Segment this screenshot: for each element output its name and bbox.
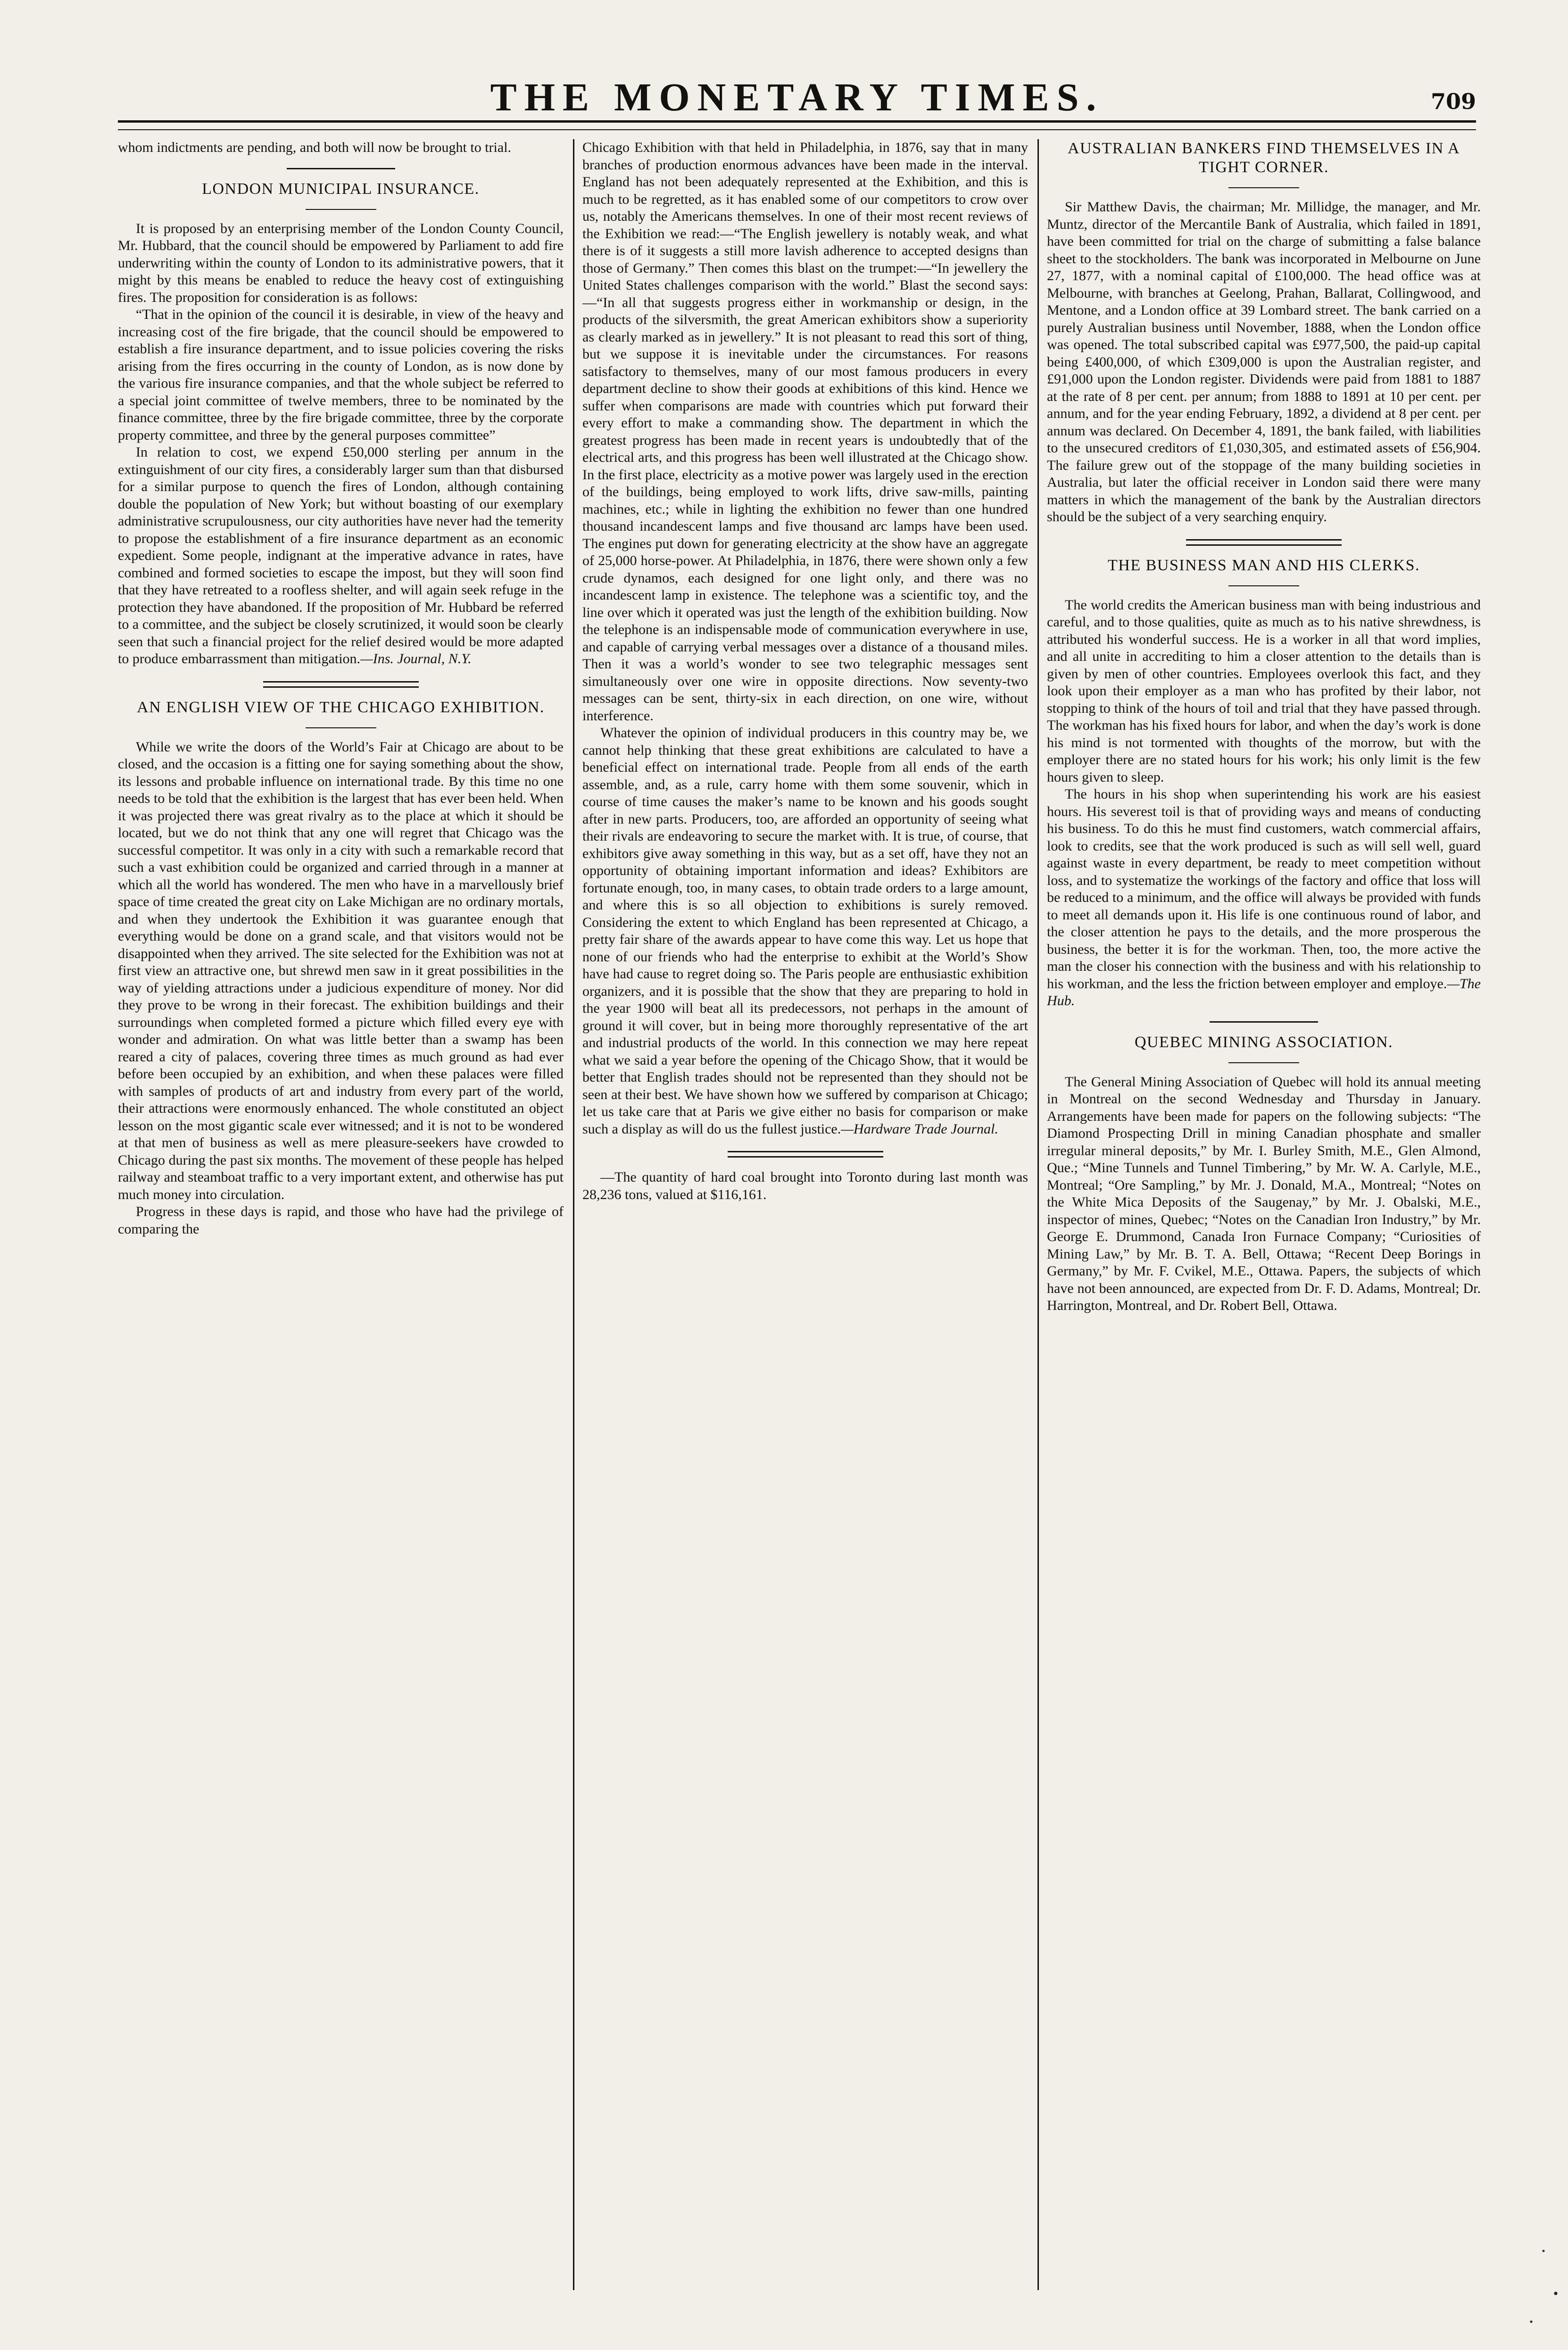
lead-in-text: whom indictments are pending, and both will now be brought to trial. bbox=[118, 140, 512, 155]
article-heading: THE BUSINESS MAN AND HIS CLERKS. bbox=[1108, 556, 1420, 574]
heading-underline bbox=[1228, 585, 1299, 586]
article-paragraph: Chicago Exhibition with that held in Philadelphia, in 1876, say that in many branches of production enormous advances have been made in the interval. England has not been adequately represented at the Exhibition, and this is much to be regretted, as it has enabled some of our competitors to crow over us, notably the Americans themselves. In one of their most recent reviews of the Exhibition we read:—“The English jewellery is notably weak, and what there is of it suggests a still more lavish adherence to accepted designs than those of Germany.” Then comes this blast on the trumpet:—“In jewellery the United States challenges comparison with the world.” Blast the second says:—“In all that suggests progress either in workmanship or design, in the products of the silversmith, the great American exhibitors show a superiority as clearly marked as in jewellery.” It is not pleasant to read this sort of thing, but we suppose it is inevitable under the circumstances. For reasons satisfactory to themselves, many of our most famous producers in every department decline to show their goods at exhibitions of this kind. Hence we suffer when comparisons are made with countries which put forward their every effort to make a commanding show. The department in which the greatest progress has been made in recent years is undoubtedly that of the electrical arts, and this progress has been well illustrated at the Chicago show. In the first place, electricity as a motive power was largely used in the erection of the buildings, being employed to work lifts, drive saw-mills, painting machines, etc.; while in lighting the exhibition no fewer than one hundred thousand incandescent lamps and five thousand arc lamps have been used. The engines put down for generating electricity at the show have an aggregate of 25,000 horse-power. At Philadelphia, in 1876, there were shown only a few crude dynamos, each designed for one light only, and there was no incandescent lamp in existence. The telephone was a scientific toy, and the line over which it operated was just the length of the exhibition building. Now the telephone is an indispensable mode of communication everywhere in use, and capable of carrying verbal messages over a distance of a thousand miles. Then it was a world’s wonder to see two telegraphic messages sent simultaneously over one wire in opposite directions. Now seventy-two messages can be sent, thirty-six in each direction, on one wire, without interference. bbox=[582, 140, 1028, 724]
article-paragraph: The General Mining Association of Quebec will hold its annual meeting in Montreal on the second Wednesday and Thursday in January. Arrangements have been made for papers on the following subjects: “The Diamond Prospecting Drill in mining Canadian phosphate and smaller irregular mineral deposits,” by Mr. I. Burley Smith, M.E., Glen Almond, Que.; “Mine Tunnels and Tunnel Timbering,” by Mr. W. A. Carlyle, M.E., Montreal; “Ore Sampling,” by Mr. J. Donald, M.A., Montreal; “Notes on the White Mica Deposits of the Saugenay,” by Mr. J. Obalski, M.E., inspector of mines, Quebec; “Notes on the Canadian Iron Industry,” by Mr. George E. Drummond, Canada Iron Furnace Company; “Curiosities of Mining Law,” by Mr. B. T. A. Bell, Ottawa; “Recent Deep Borings in Germany,” by Mr. F. Cvikel, M.E., Ottawa. Papers, the subjects of which have not been announced, are expected from Dr. F. D. Adams, Montreal; Dr. Harrington, Montreal, and Dr. Robert Bell, Ottawa. bbox=[1047, 1074, 1481, 1313]
article-paragraph: Progress in these days is rapid, and those who have had the privilege of comparing the bbox=[118, 1204, 564, 1237]
paragraph-text: In relation to cost, we expend £50,000 sterling per annum in the extinguishment of our city fires, a considerably larger sum than that disbursed for a similar purpose to quench the fires of London, although containing double the population of New York; but without boasting of our exemplary administrative scrupulousness, our city authorities have never had the temerity to propose the establishment of a fire insurance department as an economic expedient. Some people, indignant at the imperative advance in rates, have combined and formed societies to escape the impost, but they will soon find that they have retreated to a roofless shelter, and will again seek refuge in the protection they have abandoned. If the proposition of Mr. Hubbard be referred to a committee, and the subject be closely scrutinized, it would soon be clearly seen that such a financial project for the relief desired would be more adapted to produce embarrassment than mitigation. bbox=[118, 444, 564, 667]
article-paragraph: “That in the opinion of the council it is desirable, in view of the heavy and increasing cost of the fire brigade, that the council should be empowered to establish a fire insurance department, and to issue policies covering the risks arising from the fires occurring in the county of London, as is now done by the various fire insurance companies, and that the whole subject be referred to a special joint committee of twelve members, three to be nominated by the finance committee, three by the fire brigade committee, three by the corporate property committee, and three by the general purposes committee” bbox=[118, 307, 564, 443]
column-divider bbox=[1037, 139, 1039, 2290]
source-credit: —Hardware Trade Journal. bbox=[841, 1121, 998, 1137]
article-paragraph: It is proposed by an enterprising member of the London County Council, Mr. Hubbard, that the council should be empowered by Parliament to add fire underwriting within the county of London to its administrative powers, that it might by this means be enabled to reduce the heavy cost of extinguishing fires. The proposition for consideration is as follows: bbox=[118, 220, 564, 305]
article-heading: AUSTRALIAN BANKERS FIND THEMSELVES IN A TIGHT CORNER. bbox=[1067, 140, 1460, 176]
section-rule bbox=[1186, 539, 1342, 546]
masthead-title: THE MONETARY TIMES. bbox=[490, 75, 1104, 119]
article-paragraph bbox=[1047, 786, 1481, 1010]
paragraph-text: Whatever the opinion of individual producers in this country may be, we cannot help thinking that these great exhibitions are calculated to have a beneficial effect on international trade. People from all ends of the earth assemble, and, as a rule, carry home with them some souvenir, which in course of time causes the maker’s name to be known and his goods sought after in new parts. Producers, too, are afforded an opportunity of seeing what their rivals are endeavoring to secure the market with. It is true, of course, that exhibitors give away something in this way, but as a set off, have they not an opportunity of obtaining important information and ideas? Exhibitors are fortunate enough, too, in many cases, to obtain trade orders to a large amount, and where this is so all objection to exhibitions is surely removed. Considering the extent to which England has been represented at Chicago, a pretty fair share of the awards appear to have come this way. Let us hope that none of our friends who had the enterprise to exhibit at the World’s Show have had cause to regret doing so. The Paris people are enthusiastic exhibition organizers, and it is possible that the show that they are preparing to hold in the year 1900 will beat all its predecessors, not perhaps in the amount of ground it will cover, but in being more thoroughly representative of the art and industrial products of the world. In this connection we may here repeat what we said a year before the opening of the Chicago Show, that it would be better that English trades should not be represented than they should not be seen at their best. We have shown how we suffered by comparison at Chicago; let us take care that at Paris we give either no basis for comparison or make such a display as will do us the fullest justice. bbox=[582, 725, 1028, 1137]
news-note: —The quantity of hard coal brought into Toronto during last month was 28,236 tons, valued at $116,161. bbox=[582, 1169, 1028, 1202]
print-speckle bbox=[1507, 2208, 1568, 2350]
heading-underline bbox=[1228, 1062, 1299, 1063]
source-credit: —Ins. Journal, N.Y. bbox=[360, 651, 472, 667]
article-paragraph bbox=[582, 725, 1028, 1138]
section-rule bbox=[287, 168, 395, 169]
page-number: 709 bbox=[1430, 89, 1476, 114]
article-heading: AN ENGLISH VIEW OF THE CHICAGO EXHIBITION. bbox=[137, 698, 545, 716]
article-paragraph: While we write the doors of the World’s Fair at Chicago are about to be closed, and the occasion is a fitting one for saying something about the show, its lessons and probable influence on international trade. By this time no one needs to be told that the exhibition is the largest that has ever been held. When it was projected there was great rivalry as to the place at which it should be located, but we do not think that any one will regret that Chicago was the successful competitor. It was only in a city with such a remarkable record that such a vast exhibition could be organized and carried through in a manner at which all the world has wondered. The men who have in a marvellously brief space of time created the great city on Lake Michigan are no ordinary mortals, and when they undertook the Exhibition it was guarantee enough that everything would be done on a grand scale, and that visitors would not be disappointed when they arrived. The site selected for the Exhibition was not at first view an attractive one, but shrewd men saw in it great possibilities in the way of yielding attractions under a judicious expenditure of money. Nor did they prove to be wrong in their forecast. The exhibition buildings and their surroundings when completed formed a picture which filled every eye with wonder and admiration. On what was little better than a swamp has been reared a city of palaces, covering three times as much ground as had ever before been occupied by an exhibition, and when these palaces were filled with samples of products of art and industry from every part of the world, their attractions were enormously enhanced. The whole constituted an object lesson on the most gigantic scale ever witnessed; and it is not to be wondered at that men of business as well as mere pleasure-seekers have crowded to Chicago during the past six months. The movement of these people has helped railway and steamboat traffic to a very important extent, and otherwise has put much money into circulation. bbox=[118, 739, 564, 1202]
section-rule bbox=[728, 1151, 883, 1158]
paragraph-text: The hours in his shop when superintending his work are his easiest hours. His severest toil is that of providing ways and means of conducting his business. To do this he must find customers, watch commercial affairs, look to credits, see that the work produced is such as will sell well, guard against waste in every department, be ready to meet competition without loss, and to systematize the workings of the factory and office that loss will be reduced to a minimum, and the office will always be provided with funds to meet all demands upon it. His life is one continuous round of labor, and the closer attention he pays to the details, and the more prosperous the business, the better it is for the workman. Then, too, the more active the man the closer his connection with the business and with his relationship to his workman, and the less the friction between employer and employe. bbox=[1047, 786, 1481, 992]
column-divider bbox=[573, 139, 574, 2290]
article-heading: LONDON MUNICIPAL INSURANCE. bbox=[202, 180, 480, 198]
heading-underline bbox=[306, 209, 376, 210]
source-credit: —The Hub. bbox=[1047, 975, 1481, 1008]
header-rule bbox=[118, 120, 1476, 130]
heading-underline bbox=[306, 727, 376, 728]
column-1 bbox=[118, 139, 564, 2290]
column-3 bbox=[1047, 139, 1481, 2290]
page-header bbox=[118, 71, 1476, 123]
column-2 bbox=[582, 139, 1028, 2290]
article-heading: QUEBEC MINING ASSOCIATION. bbox=[1134, 1033, 1394, 1051]
article-paragraph bbox=[118, 444, 564, 668]
article-paragraph: Sir Matthew Davis, the chairman; Mr. Millidge, the manager, and Mr. Muntz, director of the Mercantile Bank of Australia, which failed in 1891, have been committed for trial on the charge of submitting a false balance sheet to the stockholders. The bank was incorporated in Melbourne on June 27, 1877, with a nominal capital of £100,000. The head office was at Melbourne, with branches at Geelong, Prahan, Ballarat, Collingwood, and Mentone, and a London office at 39 Lombard street. The bank carried on a purely Australian business until November, 1888, when the London office was opened. The total subscribed capital was £977,500, the paid-up capital being £400,000, of which £309,000 is upon the Australian register, and £91,000 upon the London register. Dividends were paid from 1881 to 1887 at the rate of 8 per cent. per annum; from 1888 to 1891 at 10 per cent. per annum, and for the year ending February, 1892, a dividend at 8 per cent. per annum was declared. On December 4, 1891, the bank failed, with liabilities to the unsecured creditors of £1,030,305, and estimated assets of £56,904. The failure grew out of the stoppage of the many building societies in Australia, but later the official receiver in London said there were many matters in which the management of the bank by the Australian directors should be the subject of a very searching enquiry. bbox=[1047, 199, 1481, 525]
columns bbox=[118, 139, 1481, 2290]
section-rule bbox=[263, 681, 419, 688]
article-paragraph: The world credits the American business man with being industrious and careful, and to those qualities, quite as much as to his native shrewdness, is attributed his wonderful success. He is a worker in all that word implies, and all unite in accrediting to him a closer attention to the details than is given by men of other countries. Employees overlook this fact, and they look upon their employer as a man who has profited by their labor, not stopping to think of the hours of toil and trial that they have passed through. The workman has his fixed hours for labor, and when the day’s work is done his mind is not tormented with thoughts of the morrow, but with the employer there are no stated hours for his work; his only limit is the few hours given to sleep. bbox=[1047, 597, 1481, 785]
section-rule bbox=[1210, 1021, 1318, 1023]
heading-underline bbox=[1228, 187, 1299, 188]
